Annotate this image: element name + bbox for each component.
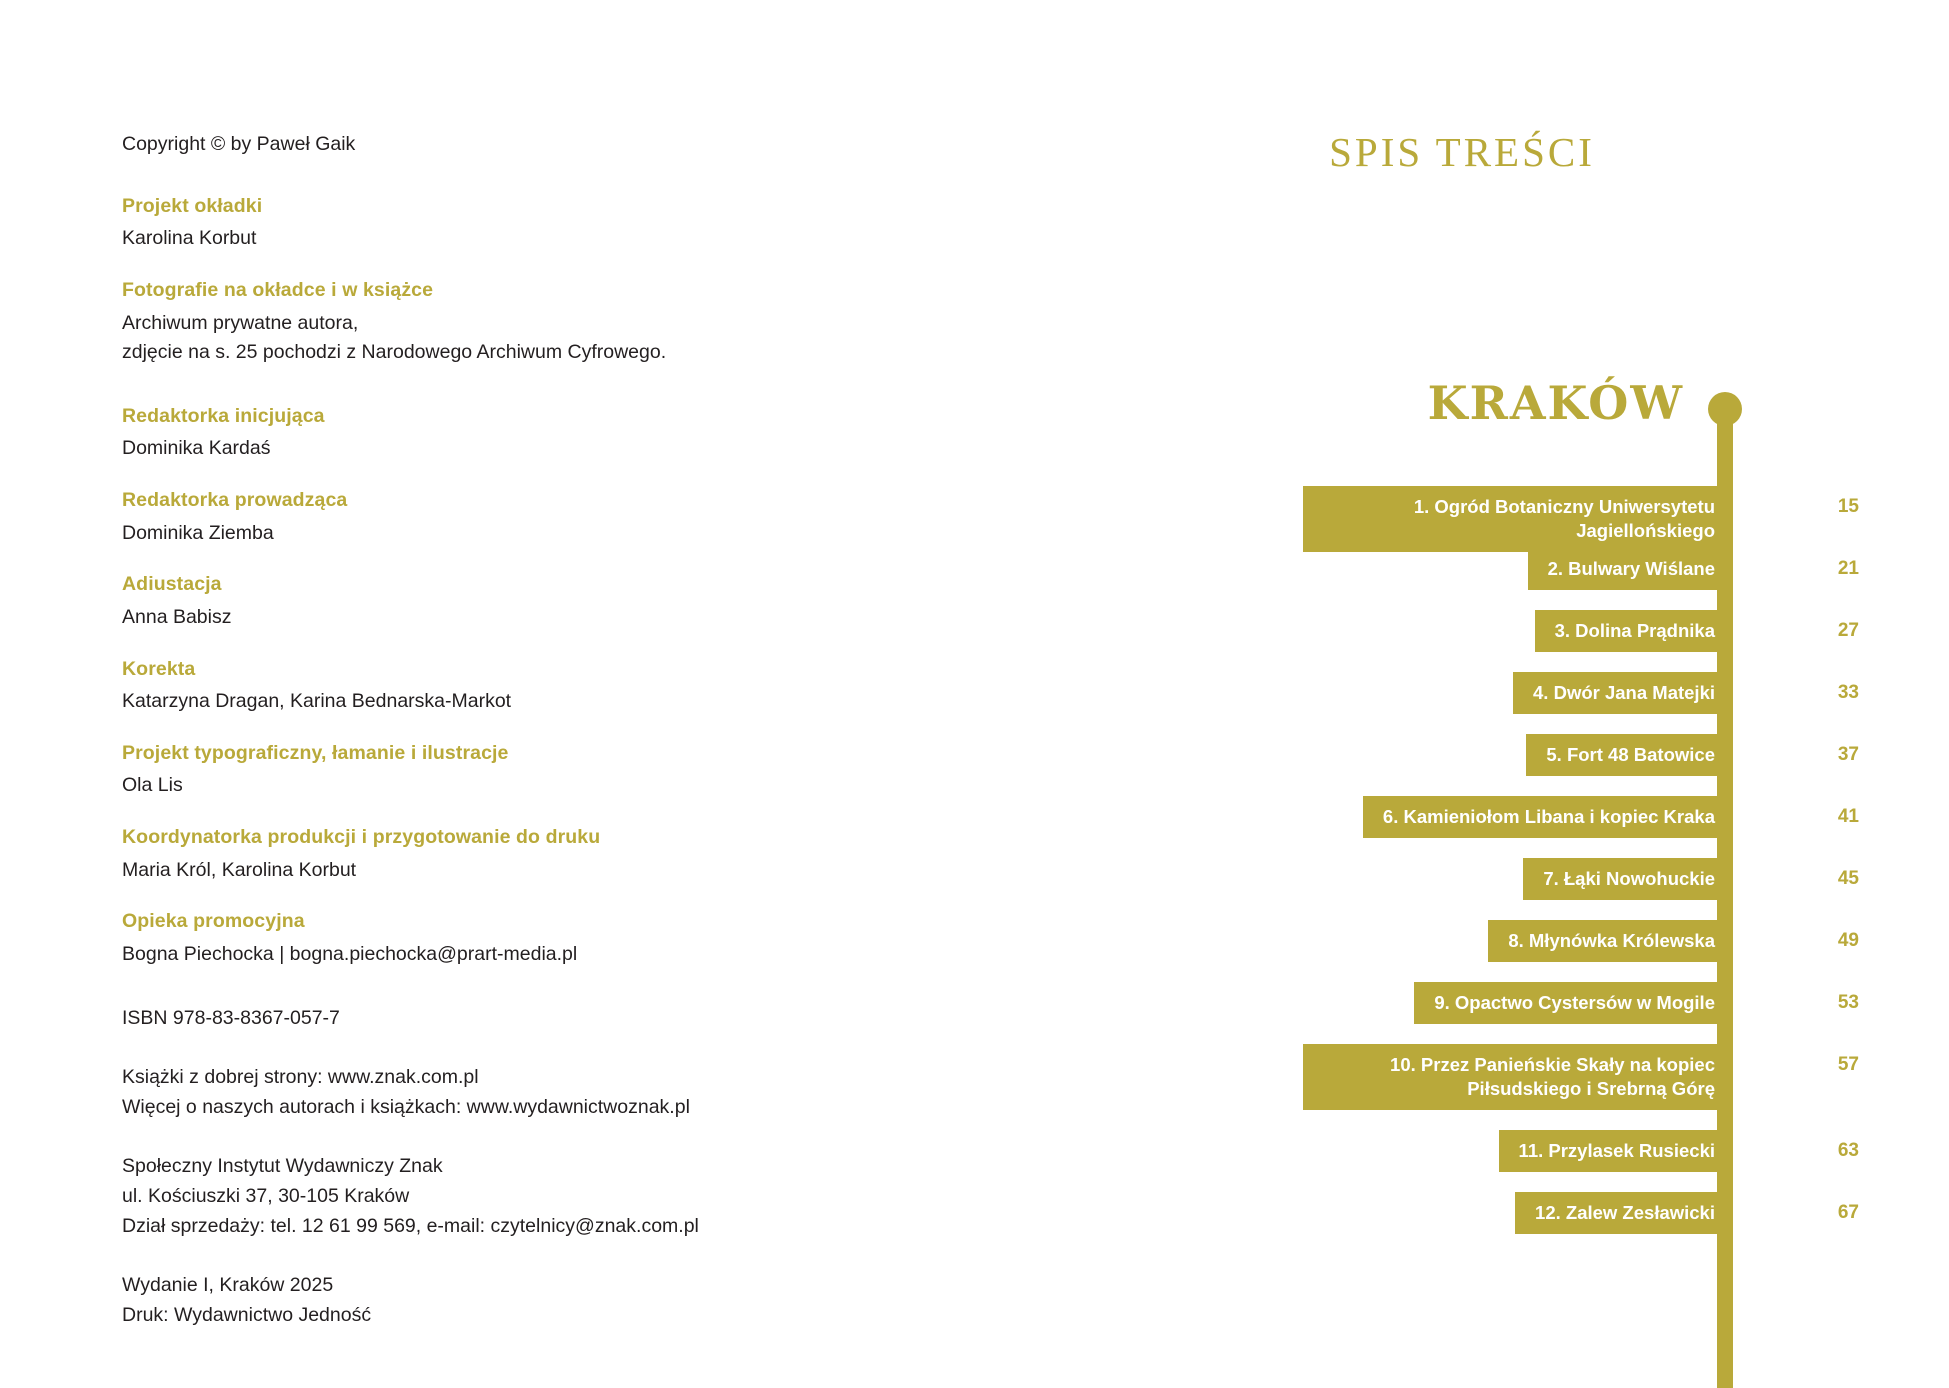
toc-entry-page: 45: [1837, 868, 1859, 889]
imprint-heading: Fotografie na okładce i w książce: [122, 278, 434, 301]
toc-entry-label[interactable]: 8. Młynówka Królewska: [1488, 920, 1733, 962]
publisher-link[interactable]: Książki z dobrej strony: www.znak.com.pl: [122, 1066, 479, 1089]
imprint-value: Katarzyna Dragan, Karina Bednarska-Markot: [122, 690, 512, 713]
toc-entry-label[interactable]: 2. Bulwary Wiślane: [1528, 548, 1733, 590]
table-of-contents-page: [975, 0, 1949, 1388]
publisher-address-block: [122, 1152, 822, 1241]
publisher-sales-contact: Dział sprzedaży: tel. 12 61 99 569, e-mail: czytelnicy@znak.com.pl: [122, 1214, 699, 1237]
toc-entry-label[interactable]: 6. Kamieniołom Libana i kopiec Kraka: [1363, 796, 1733, 838]
imprint-value: Dominika Ziemba: [122, 521, 274, 544]
toc-entry-label[interactable]: 7. Łąki Nowohuckie: [1523, 858, 1733, 900]
edition-block: [122, 1271, 822, 1330]
toc-entry[interactable]: [975, 982, 1949, 1044]
toc-entry-page: 37: [1837, 744, 1859, 765]
imprint-value: Archiwum prywatne autora,: [122, 311, 359, 334]
toc-entry-page: 49: [1837, 930, 1859, 951]
imprint-heading: Redaktorka prowadząca: [122, 489, 348, 511]
toc-entry[interactable]: [975, 734, 1949, 796]
print-house-line: Druk: Wydawnictwo Jedność: [122, 1303, 372, 1326]
toc-entry[interactable]: [975, 548, 1949, 610]
imprint-value: Ola Lis: [122, 774, 183, 797]
toc-entry-label[interactable]: 3. Dolina Prądnika: [1535, 610, 1733, 652]
imprint-heading: Projekt typograficzny, łamanie i ilustracje: [122, 741, 509, 764]
imprint-block-promotion: [122, 907, 822, 969]
publisher-address: ul. Kościuszki 37, 30-105 Kraków: [122, 1185, 410, 1207]
toc-entry[interactable]: [975, 672, 1949, 734]
imprint-value: Anna Babisz: [122, 605, 232, 628]
imprint-heading: Korekta: [122, 657, 196, 680]
toc-entry[interactable]: [975, 610, 1949, 672]
imprint-block-initiating-editor: [122, 402, 822, 464]
imprint-heading: Redaktorka inicjująca: [122, 404, 325, 427]
isbn-value: ISBN 978-83-8367-057-7: [122, 1006, 340, 1029]
toc-entry[interactable]: [975, 486, 1949, 548]
toc-entry-label[interactable]: 1. Ogród Botaniczny Uniwersytetu Jagiellońskiego: [1303, 486, 1733, 552]
isbn-block: [122, 1004, 822, 1034]
imprint-block-cover-design: [122, 192, 822, 254]
toc-entry-page: 63: [1837, 1140, 1859, 1161]
imprint-block-production: [122, 823, 822, 885]
imprint-heading: Projekt okładki: [122, 194, 263, 217]
toc-entry[interactable]: [975, 796, 1949, 858]
imprint-value: Maria Król, Karolina Korbut: [122, 858, 357, 881]
toc-entry-list: [975, 486, 1949, 1254]
page-title: SPIS TREŚCI: [1329, 129, 1595, 175]
publisher-links-block: [122, 1063, 822, 1122]
toc-entry[interactable]: [975, 920, 1949, 982]
edition-line: Wydanie I, Kraków 2025: [122, 1274, 334, 1297]
imprint-value: Bogna Piechocka | bogna.piechocka@prart-media.pl: [122, 942, 578, 965]
toc-entry[interactable]: [975, 1044, 1949, 1106]
imprint-value: Karolina Korbut: [122, 227, 257, 250]
imprint-value: Dominika Kardaś: [122, 437, 271, 460]
toc-entry-page: 33: [1837, 682, 1859, 703]
toc-entry[interactable]: [975, 1192, 1949, 1254]
publisher-name: Społeczny Instytut Wydawniczy Znak: [122, 1155, 443, 1178]
imprint-text-block: [122, 130, 822, 1361]
imprint-heading: Koordynatorka produkcji i przygotowanie do druku: [122, 826, 601, 848]
toc-entry-label[interactable]: 12. Zalew Zesławicki: [1515, 1192, 1733, 1234]
toc-entry-page: 57: [1837, 1054, 1859, 1075]
imprint-block-typography: [122, 739, 822, 801]
imprint-heading: Opieka promocyjna: [122, 910, 305, 933]
toc-entry[interactable]: [975, 858, 1949, 920]
publisher-link[interactable]: Więcej o naszych autorach i książkach: www.wydawnictwoznak.pl: [122, 1095, 690, 1118]
toc-entry-label[interactable]: 11. Przylasek Rusiecki: [1499, 1130, 1733, 1172]
toc-entry-label[interactable]: 5. Fort 48 Batowice: [1526, 734, 1733, 776]
toc-entry-label[interactable]: 4. Dwór Jana Matejki: [1513, 672, 1733, 714]
imprint-block-proofreading: [122, 655, 822, 717]
toc-entry-page: 21: [1837, 558, 1859, 579]
toc-city-heading: KRAKÓW: [1427, 376, 1684, 430]
toc-entry-page: 67: [1837, 1202, 1859, 1223]
toc-entry-page: 41: [1837, 806, 1859, 827]
copyright-line: Copyright © by Paweł Gaik: [122, 133, 356, 155]
imprint-value: zdjęcie na s. 25 pochodzi z Narodowego Archiwum Cyfrowego.: [122, 341, 667, 364]
imprint-block-managing-editor: [122, 486, 822, 548]
toc-entry-page: 15: [1837, 496, 1859, 517]
imprint-block-photos: [122, 276, 822, 368]
imprint-heading: Adiustacja: [122, 573, 222, 596]
toc-entry-label[interactable]: 9. Opactwo Cystersów w Mogile: [1414, 982, 1733, 1024]
toc-entry-page: 27: [1837, 620, 1859, 641]
toc-entry-label[interactable]: 10. Przez Panieńskie Skały na kopiec Piłsudskiego i Srebrną Górę: [1303, 1044, 1733, 1110]
toc-entry-page: 53: [1837, 992, 1859, 1013]
imprint-block-adjustment: [122, 570, 822, 632]
toc-entry[interactable]: [975, 1130, 1949, 1192]
